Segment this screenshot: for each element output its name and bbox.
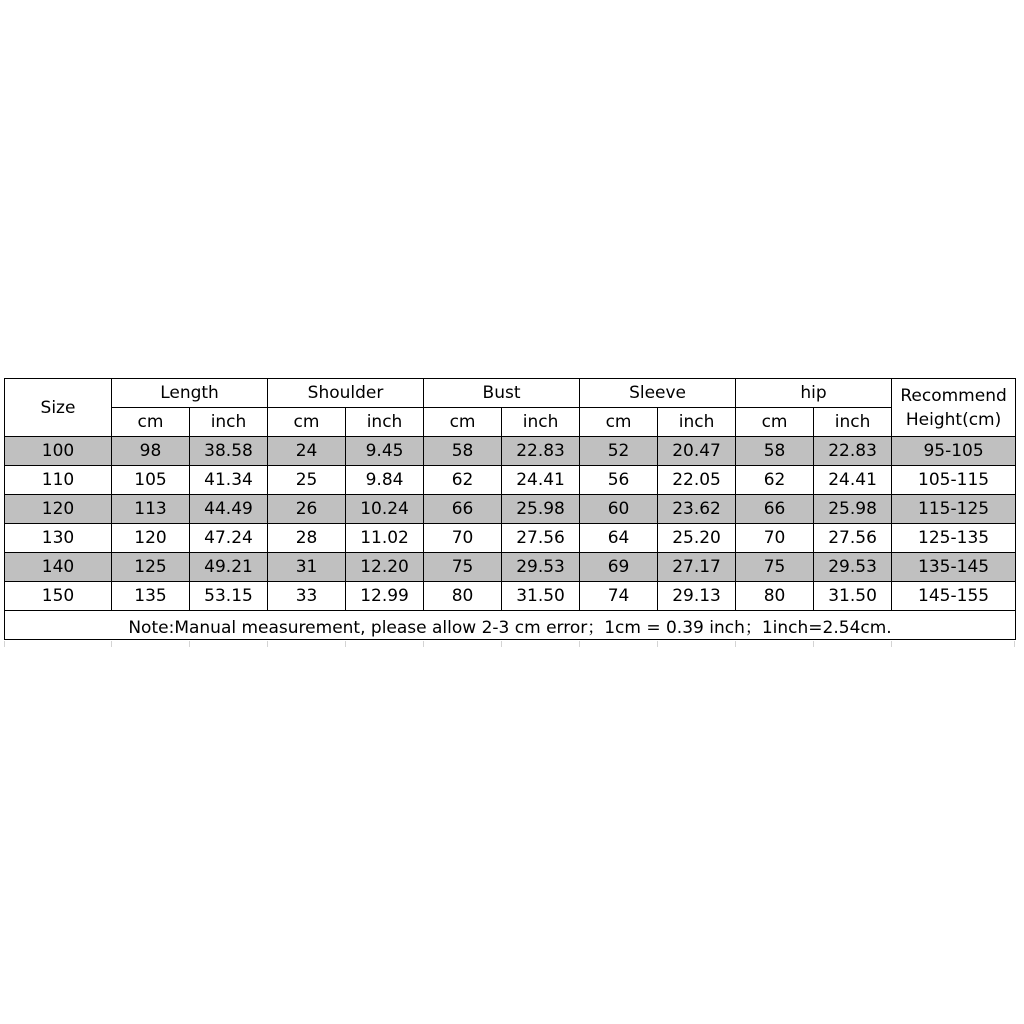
gridline-extension [4, 641, 1015, 647]
recommend-header-line1: Recommend [900, 385, 1007, 406]
height-cell: 105-115 [892, 466, 1016, 495]
shoulder-cm-cell: 31 [268, 553, 346, 582]
bust-inch-cell: 31.50 [502, 582, 580, 611]
size-cell: 100 [5, 437, 112, 466]
size-cell: 150 [5, 582, 112, 611]
table-row [5, 582, 1016, 611]
bust-cm-cell: 75 [424, 553, 502, 582]
shoulder-header: Shoulder [268, 379, 424, 408]
bust-header: Bust [424, 379, 580, 408]
height-cell: 145-155 [892, 582, 1016, 611]
shoulder-inch-cell: 12.99 [346, 582, 424, 611]
bust-inch-cell: 27.56 [502, 524, 580, 553]
table-row [5, 553, 1016, 582]
sleeve-cm-cell: 52 [580, 437, 658, 466]
hip-cm-cell: 66 [736, 495, 814, 524]
hip-cm-cell: 70 [736, 524, 814, 553]
unit-inch-header: inch [502, 408, 580, 437]
header-row-units [5, 408, 1016, 437]
shoulder-cm-cell: 33 [268, 582, 346, 611]
length-inch-cell: 53.15 [190, 582, 268, 611]
unit-inch-header: inch [190, 408, 268, 437]
unit-inch-header: inch [346, 408, 424, 437]
sleeve-inch-cell: 22.05 [658, 466, 736, 495]
hip-inch-cell: 29.53 [814, 553, 892, 582]
length-inch-cell: 47.24 [190, 524, 268, 553]
shoulder-inch-cell: 12.20 [346, 553, 424, 582]
hip-inch-cell: 22.83 [814, 437, 892, 466]
length-cm-cell: 120 [112, 524, 190, 553]
shoulder-inch-cell: 11.02 [346, 524, 424, 553]
shoulder-inch-cell: 10.24 [346, 495, 424, 524]
size-cell: 120 [5, 495, 112, 524]
table-row [5, 437, 1016, 466]
hip-inch-cell: 31.50 [814, 582, 892, 611]
length-header: Length [112, 379, 268, 408]
bust-cm-cell: 62 [424, 466, 502, 495]
unit-cm-header: cm [268, 408, 346, 437]
size-chart-table [4, 378, 1016, 640]
length-cm-cell: 113 [112, 495, 190, 524]
sleeve-inch-cell: 29.13 [658, 582, 736, 611]
sleeve-inch-cell: 23.62 [658, 495, 736, 524]
hip-header: hip [736, 379, 892, 408]
sleeve-cm-cell: 64 [580, 524, 658, 553]
size-cell: 130 [5, 524, 112, 553]
size-cell: 140 [5, 553, 112, 582]
table-row [5, 495, 1016, 524]
sleeve-header: Sleeve [580, 379, 736, 408]
table-row [5, 466, 1016, 495]
note-row [5, 611, 1016, 640]
recommend-height-header [892, 379, 1016, 437]
shoulder-inch-cell: 9.84 [346, 466, 424, 495]
unit-cm-header: cm [736, 408, 814, 437]
recommend-header-line2: Height(cm) [905, 409, 1002, 430]
header-row-top [5, 379, 1016, 408]
height-cell: 135-145 [892, 553, 1016, 582]
length-cm-cell: 135 [112, 582, 190, 611]
length-inch-cell: 44.49 [190, 495, 268, 524]
unit-cm-header: cm [580, 408, 658, 437]
hip-inch-cell: 24.41 [814, 466, 892, 495]
length-inch-cell: 41.34 [190, 466, 268, 495]
hip-inch-cell: 27.56 [814, 524, 892, 553]
length-inch-cell: 38.58 [190, 437, 268, 466]
height-cell: 95-105 [892, 437, 1016, 466]
hip-cm-cell: 80 [736, 582, 814, 611]
hip-cm-cell: 62 [736, 466, 814, 495]
bust-cm-cell: 58 [424, 437, 502, 466]
bust-inch-cell: 22.83 [502, 437, 580, 466]
unit-cm-header: cm [112, 408, 190, 437]
shoulder-cm-cell: 26 [268, 495, 346, 524]
length-inch-cell: 49.21 [190, 553, 268, 582]
bust-cm-cell: 66 [424, 495, 502, 524]
height-cell: 115-125 [892, 495, 1016, 524]
length-cm-cell: 125 [112, 553, 190, 582]
hip-cm-cell: 58 [736, 437, 814, 466]
bust-inch-cell: 29.53 [502, 553, 580, 582]
unit-inch-header: inch [658, 408, 736, 437]
shoulder-cm-cell: 24 [268, 437, 346, 466]
shoulder-inch-cell: 9.45 [346, 437, 424, 466]
sleeve-cm-cell: 69 [580, 553, 658, 582]
size-header: Size [5, 379, 112, 437]
sleeve-cm-cell: 60 [580, 495, 658, 524]
unit-inch-header: inch [814, 408, 892, 437]
unit-cm-header: cm [424, 408, 502, 437]
measurement-note: Note:Manual measurement, please allow 2-3 cm error；1cm = 0.39 inch；1inch=2.54cm. [5, 611, 1016, 640]
length-cm-cell: 105 [112, 466, 190, 495]
table-row [5, 524, 1016, 553]
sleeve-inch-cell: 25.20 [658, 524, 736, 553]
bust-inch-cell: 25.98 [502, 495, 580, 524]
height-cell: 125-135 [892, 524, 1016, 553]
shoulder-cm-cell: 28 [268, 524, 346, 553]
sleeve-cm-cell: 56 [580, 466, 658, 495]
bust-inch-cell: 24.41 [502, 466, 580, 495]
hip-inch-cell: 25.98 [814, 495, 892, 524]
sleeve-inch-cell: 27.17 [658, 553, 736, 582]
sleeve-cm-cell: 74 [580, 582, 658, 611]
shoulder-cm-cell: 25 [268, 466, 346, 495]
bust-cm-cell: 70 [424, 524, 502, 553]
sleeve-inch-cell: 20.47 [658, 437, 736, 466]
length-cm-cell: 98 [112, 437, 190, 466]
hip-cm-cell: 75 [736, 553, 814, 582]
size-cell: 110 [5, 466, 112, 495]
bust-cm-cell: 80 [424, 582, 502, 611]
